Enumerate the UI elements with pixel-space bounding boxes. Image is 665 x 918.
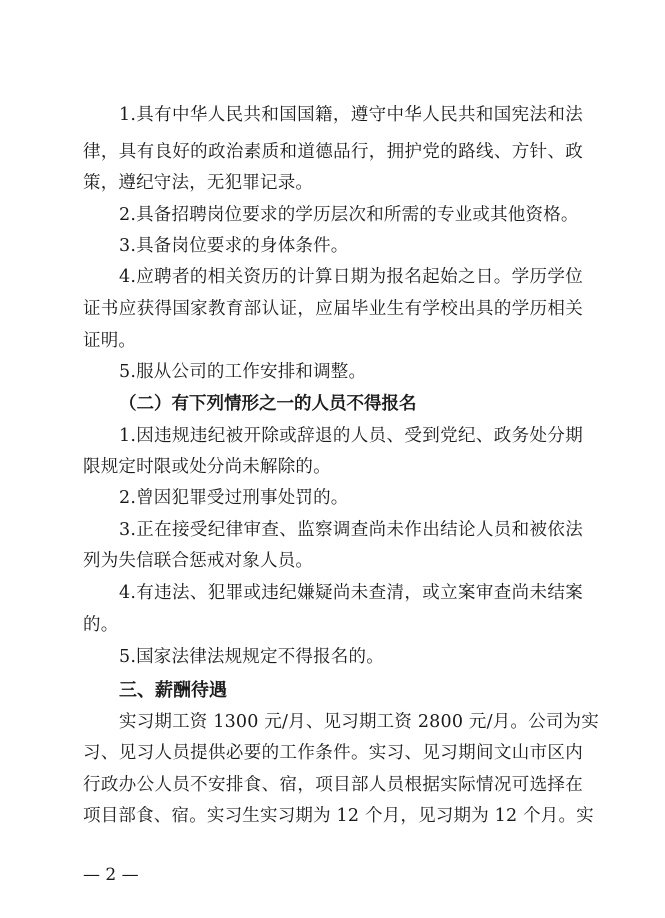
- salary-line-4: 项目部食、宿。实习生实习期为 12 个月，见习期为 12 个月。实: [83, 806, 594, 826]
- paragraph-4-line-2: 证书应获得国家教育部认证，应届毕业生有学校出具的学历相关: [83, 299, 583, 319]
- exclusion-4-line-1: 4.有违法、犯罪或违纪嫌疑尚未查清，或立案审查尚未结案: [119, 583, 583, 603]
- paragraph-5: 5.服从公司的工作安排和调整。: [119, 362, 367, 382]
- paragraph-4-line-1: 4.应聘者的相关资历的计算日期为报名起始之日。学历学位: [119, 267, 583, 287]
- exclusion-5: 5.国家法律法规规定不得报名的。: [119, 647, 384, 667]
- section-heading-salary: 三、薪酬待遇: [119, 680, 227, 701]
- exclusion-1-line-2: 限规定时限或处分尚未解除的。: [83, 457, 331, 477]
- exclusion-4-line-2: 的。: [83, 615, 119, 635]
- exclusion-3-line-1: 3.正在接受纪律审查、监察调查尚未作出结论人员和被依法: [119, 520, 583, 540]
- page-number: — 2 —: [83, 865, 139, 885]
- exclusion-1-line-1: 1.因违规违纪被开除或辞退的人员、受到党纪、政务处分期: [119, 426, 583, 446]
- paragraph-3: 3.具备岗位要求的身体条件。: [119, 236, 349, 256]
- exclusion-3-line-2: 列为失信联合惩戒对象人员。: [83, 551, 314, 571]
- salary-line-2: 习、见习人员提供必要的工作条件。实习、见习期间文山市区内: [83, 743, 583, 763]
- paragraph-2: 2.具备招聘岗位要求的学历层次和所需的专业或其他资格。: [119, 205, 579, 225]
- exclusion-2: 2.曾因犯罪受过刑事处罚的。: [119, 488, 349, 508]
- subheading-exclusions: （二）有下列情形之一的人员不得报名: [119, 394, 417, 414]
- paragraph-1-line-2: 律，具有良好的政治素质和道德品行，拥护党的路线、方针、政: [83, 142, 583, 162]
- paragraph-1-line-1: 1.具有中华人民共和国国籍，遵守中华人民共和国宪法和法: [119, 105, 583, 125]
- paragraph-1-line-3: 策，遵纪守法，无犯罪记录。: [83, 173, 314, 193]
- salary-line-1: 实习期工资 1300 元/月、见习期工资 2800 元/月。公司为实: [119, 712, 599, 732]
- paragraph-4-line-3: 证明。: [83, 331, 137, 351]
- salary-line-3: 行政办公人员不安排食、宿，项目部人员根据实际情况可选择在: [83, 775, 583, 795]
